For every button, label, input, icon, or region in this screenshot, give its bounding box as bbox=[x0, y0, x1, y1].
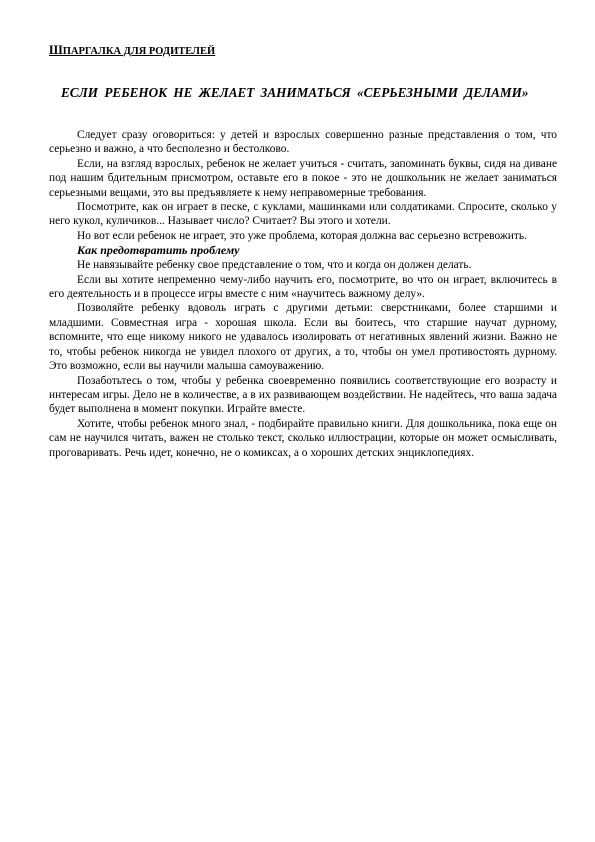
document-title: ЕСЛИ РЕБЕНОК НЕ ЖЕЛАЕТ ЗАНИМАТЬСЯ «СЕРЬЕЗНЫМИ ДЕЛАМИ» bbox=[61, 85, 529, 100]
section-subheading: Как предотвратить проблему bbox=[77, 243, 240, 258]
paragraph-advice-1: Не навязывайте ребенку свое представление о том, что и когда он должен делать. bbox=[77, 259, 472, 272]
paragraph-intro-3: Посмотрите, как он играет в песке, с куклами, машинками или солдатиками. Спросите, сколько у него кукол, куличиков... Называет число? Считает? Вы этого и хотели. bbox=[49, 201, 557, 228]
paragraph-intro-4: Но вот если ребенок не играет, это уже проблема, которая должна вас серьезно встревожить. bbox=[77, 229, 527, 242]
paragraph-advice-2: Если вы хотите непременно чему-либо научить его, посмотрите, во что он играет, включитесь в его деятельность и в процессе игры вместе с ним «научитесь важному делу». bbox=[49, 273, 557, 301]
paragraph-advice-5: Хотите, чтобы ребенок много знал, - подбирайте правильно книги. Для дошкольника, пока еще он сам не научился читать, важен не столько текст, сколько иллюстрации, которые он может осмысливать, проговаривать. Речь идет, конечно, не о комиксах, а о хороших детских энциклопедиях. bbox=[49, 417, 557, 459]
paragraph-intro-1: Следует сразу оговориться: у детей и взрослых совершенно разные представления о том, что серьезно и важно, а что бесполезно и бестолково. bbox=[49, 129, 557, 156]
paragraph-advice-4: Позаботьтесь о том, чтобы у ребенка своевременно появились соответствующие его возрасту и интересам игры. Дело не в количестве, а в их развивающем воздействии. Не надейтесь, что ваша задача будет выполнена в момент покупки. Играйте вместе. bbox=[49, 374, 557, 416]
header-first-letter: Ш bbox=[49, 43, 63, 57]
paragraph-intro-2: Если, на взгляд взрослых, ребенок не желает учиться - считать, запоминать буквы, сидя на диване под нашим бдительным присмотром, оставьте его в покое - это не дошкольник не желает заниматься серьезными вещами, это вы предъявляете к нему неправомерные требования. bbox=[49, 157, 557, 199]
paragraph-advice-3: Позволяйте ребенку вдоволь играть с другими детьми: сверстниками, более старшими и младшими. Совместная игра - хорошая школа. Если вы боитесь, что старшие научат дурному, вспомните, что еще никому никого не удавалось изолировать от негативных явлений жизни. Важно не то, чтобы ребенок никогда не увидел плохого от других, а то, чтобы он умел противостоять дурному. Это возможно, если вы научили малыша самоуважению. bbox=[49, 302, 557, 373]
document-header bbox=[49, 43, 215, 58]
header-text: ПАРГАЛКА ДЛЯ РОДИТЕЛЕЙ bbox=[62, 46, 216, 57]
document-body bbox=[49, 128, 557, 460]
